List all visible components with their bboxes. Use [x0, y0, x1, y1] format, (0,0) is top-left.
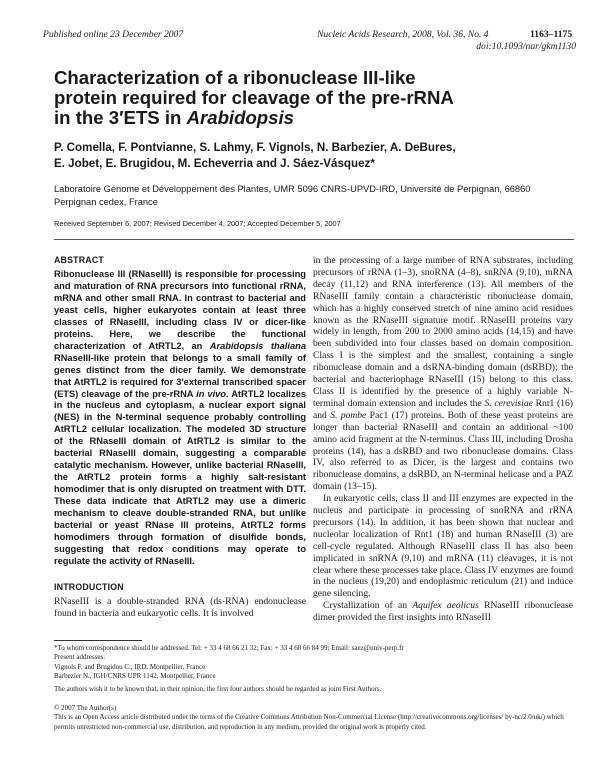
present-addresses-label: Present addresses: [54, 653, 106, 662]
affiliation-line-1: Laboratoire Génome et Développement des Plantes, UMR 5096 CNRS-UPVD-IRD, Université de Perpignan, 66860 [54, 184, 531, 194]
title-line-3: in the 3′ETS in [54, 107, 187, 128]
p1-species-1: S. cerevisiae [484, 397, 533, 409]
copyright-note: © 2007 The Author(s) [54, 704, 117, 713]
authors-line-1: P. Comella, F. Pontvianne, S. Lahmy, F. Vignols, N. Barbezier, A. DeBures, [54, 141, 456, 154]
abstract-heading: ABSTRACT [54, 255, 104, 265]
footnote-divider [54, 640, 142, 641]
author-list [54, 140, 574, 171]
abstract-part-3: . AtRTL2 localizes in the nucleus and cytoplasm, a nuclear export signal (NES) in the N-terminal sequence probably controlling AtRTL2 cellular localization. The modeled 3D structure of the RNaseIII domain of AtRTL2 is similar to the bacterial RNaseIII domain, suggesting a comparable catalytic mechanism. However, unlike bacterial RNaseIII, the AtRTL2 protein forms a highly salt-resistant homodimer that is only disrupted on treatment with DTT. These data indicate that AtRTL2 may use a dimeric mechanism to cleave double-stranded RNA, but unlike bacterial or yeast RNase III proteins, AtRTL2 forms homodimers through formation of disulfide bonds, suggesting that redox conditions may operate to regulate the activity of RNaseIII. [54, 388, 307, 566]
p3-part-b: RNaseIII ribonuclease dimer provided the first insights into RNaseIII [313, 600, 573, 624]
abstract-part-2: RNaseIII-like protein that belongs to a small family of genes distinct from the dicer family. We demonstrate that AtRTL2 is required for 3′external transcribed spacer (ETS) cleavage of the pre-rRNA [54, 352, 306, 399]
p1-part-a: in the processing of a large number of RNA substrates, including precursors of rRNA (1–3), snoRNA (4–8), snRNA (9,10), mRNA decay (11,12) and RNA interference (13). All members of the RNaseIII family contain a characteristic ribonuclease domain, which has a highly conserved stretch of nine amino acid residues known as the RNaseIII signature motif. RNaseIII proteins vary widely in length, from 200 to 2000 amino acids (14,15) and have been subdivided into four classes based on domain composition. Class I is the simplest and the smallest, containing a single ribonuclease domain and a dsRNA-binding domain (dsRBD); the bacterial and bacteriophage RNaseIII (15) belong to this class. Class II is identified by the presence of a highly variable N-terminal domain extension and includes the [313, 255, 573, 409]
abstract-text [54, 269, 306, 568]
equal-contribution-note: The authors wish it to be known that, in their opinion, the first four authors should be regarded as joint First Authors. [54, 684, 382, 693]
publication-date: Published online 23 December 2007 [43, 29, 184, 40]
right-column [313, 255, 573, 624]
received-dates: Received September 6, 2007; Revised December 4, 2007; Accepted December 5, 2007 [54, 219, 341, 228]
correspondence-note: *To whom correspondence should be addressed. Tel: + 33 4 68 66 21 32; Fax: + 33 4 68 66 84 99; Email: saez@univ-perp.fr [54, 644, 404, 652]
affiliation [54, 183, 574, 209]
body-paragraph-3 [313, 600, 573, 624]
introduction-text: RNaseIII is a double-stranded RNA (ds-RNA) endonuclease found in bacteria and eukaryotic cells. It is involved [54, 595, 306, 619]
page-range: 1163–1175 [530, 29, 573, 40]
affiliation-line-2: Perpignan cedex, France [54, 197, 158, 207]
p1-part-b: Rnt1 (16) and [313, 397, 573, 421]
title-line-2: protein required for cleavage of the pre-rRNA [54, 87, 454, 108]
title-line-1: Characterization of a ribonuclease III-like [54, 67, 416, 88]
footnotes [54, 644, 574, 732]
present-address-2: Barbezier N., IGH/CNRS UPR 1142, Montpellier, France [54, 672, 216, 681]
p1-part-c: Pac1 (17) proteins. Both of these yeast proteins are longer than bacterial RNaseIII and contain an additional ~100 amino acid fragment at the N-terminus. Class III, including Drosha proteins (14), has a dsRBD and two ribonuclease domains. Class IV, also referred to as Dicer, is the largest and contains two ribonuclease domains, a dsRBD, an N-terminal helicase and a PAZ domain (13–15). [313, 409, 574, 493]
title-species: Arabidopsis [186, 107, 295, 128]
left-column [54, 249, 306, 620]
p3-species: Aquifex aeolicus [412, 600, 479, 612]
header-divider [54, 239, 574, 240]
body-paragraph-1 [313, 255, 573, 493]
abstract-in-vivo: in vivo [196, 388, 226, 399]
p3-part-a: Crystallization of an [323, 600, 413, 612]
article-title [54, 68, 564, 128]
present-address-1: Vignols F. and Brugidou C., IRD, Montpellier, France [54, 662, 206, 671]
license-note: This is an Open Access article distributed under the terms of the Creative Commons Attribution Non-Commercial License (http://creativecommons.org/licenses/ by-nc/2.0/uk/) which permits unrestricted non-commercial use, distribution, and reproduction in any medium, provided the original work is properly cited. [54, 713, 564, 731]
running-header [43, 29, 576, 55]
journal-citation: Nucleic Acids Research, 2008, Vol. 36, No. 4 [317, 29, 489, 40]
introduction-heading: INTRODUCTION [54, 581, 124, 592]
authors-line-2: E. Jobet, E. Brugidou, M. Echeverria and J. Sáez-Vásquez* [54, 156, 375, 170]
abstract-species: Arabidopsis thaliana [209, 340, 306, 351]
p1-species-2: S. pombe [330, 409, 367, 421]
body-paragraph-2: In eukaryotic cells, class II and III enzymes are expected in the nucleus and participate in processing of snoRNA and rRNA precursors (14). In addition, it has been shown that nuclear and nucleolar localization of Rnt1 (18) and human RNaseIII (3) are cell-cycle regulated. Although RNaseIII class II has also been implicated in snRNA (9,10) and mRNA (11) cleavages, it is not clear where these processes take place. Class IV enzymes are found in the nucleus (19,20) and endoplasmic reticulum (21) and induce gene silencing. [313, 493, 573, 600]
doi[interactable]: doi:10.1093/nar/gkm1130 [476, 41, 576, 52]
abstract-part-1: Ribonuclease III (RNaseIII) is responsible for processing and maturation of RNA precursors into functional rRNA, mRNA and other small RNA. In contrast to bacterial and yeast cells, higher eukaryotes contain at least three classes of RNaseIII, including class IV or dicer-like proteins. Here, we describe the functional characterization of AtRTL2, an [54, 269, 306, 351]
